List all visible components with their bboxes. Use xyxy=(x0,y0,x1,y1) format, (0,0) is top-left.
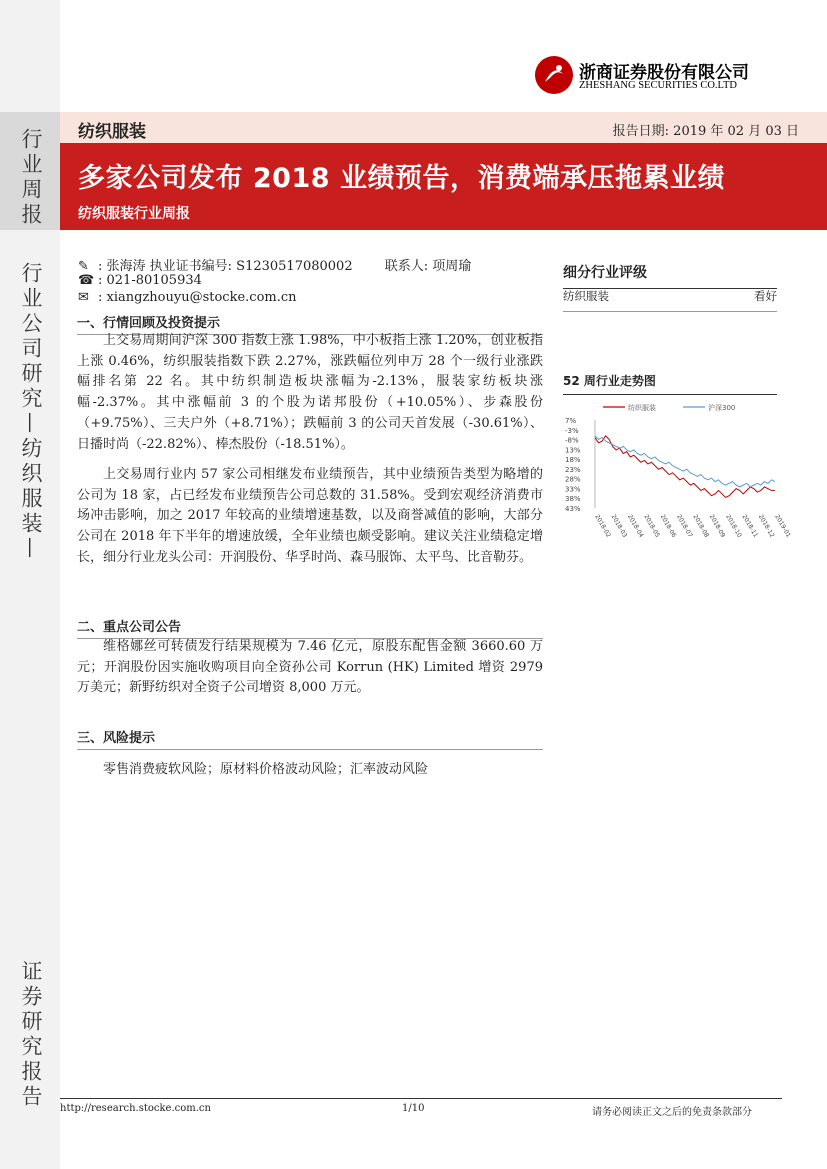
pen-icon: ✎ xyxy=(78,259,89,274)
report-title: 多家公司发布 2018 业绩预告，消费端承压拖累业绩 xyxy=(78,163,725,194)
logo-icon xyxy=(535,56,573,94)
email-address[interactable]: : xiangzhouyu@stocke.com.cn xyxy=(98,290,297,305)
x-tick-label: 2018-06 xyxy=(658,513,678,539)
y-tick-label: 43% xyxy=(565,505,581,513)
y-tick-label: -8% xyxy=(565,436,579,445)
report-date: 报告日期: 2019 年 02 月 03 日 xyxy=(612,124,799,139)
x-tick-label: 2018-07 xyxy=(675,513,694,539)
section-2-paragraph: 维格娜丝可转债发行结果规模为 7.46 亿元，原股东配售金额 3660.60 万元；开润股份因实施收购项目向全资孙公司 Korrun (HK) Limited 增资 2979 万美元；新野纺织对全资子公司增资 8,000 万元。 xyxy=(77,639,543,696)
company-logo xyxy=(535,56,775,96)
phone-icon: ☎ xyxy=(78,273,95,288)
section-1-paragraph-2: 上交易周行业内 57 家公司相继发布业绩预告，其中业绩预告类型为略增的公司为 18 家，占已经发布业绩预告公司总数的 31.58%。受到宏观经济消费市场冲击影响，加之 2017 年较高的业绩增速基数，以及商誉减值的影响，大部分公司在 2018 年下半年的增速放缓，全年业绩也颇受影响。建议关注业绩稳定增长，细分行业龙头公司：开润股份、华孚时尚、森马服饰、太平鸟、比音勒芬。 xyxy=(77,467,543,565)
y-tick-label: 23% xyxy=(565,465,581,474)
footer-url[interactable]: http://research.stocke.com.cn xyxy=(60,1103,211,1114)
footer-divider xyxy=(60,1098,782,1099)
x-tick-label: 2018-04 xyxy=(625,513,645,539)
sidebar-report-category: 行业公司研究—纺织服装— xyxy=(19,262,43,562)
chart-title: 52 周行业走势图 xyxy=(563,372,777,395)
phone-line xyxy=(78,273,202,288)
y-tick-label: 33% xyxy=(565,485,581,494)
left-sidebar xyxy=(0,0,60,1169)
sidebar-report-type: 行业周报 xyxy=(19,128,43,228)
y-tick-label: 7% xyxy=(565,417,577,425)
legend-label-0: 纺织服装 xyxy=(628,404,656,412)
series-line-0 xyxy=(595,436,775,498)
x-tick-label: 2018-08 xyxy=(691,513,711,539)
section-heading-3: 三、风险提示 xyxy=(77,727,543,750)
contact-person: 联系人: 项周瑜 xyxy=(384,259,472,274)
analyst-line xyxy=(78,255,471,274)
company-name-cn: 浙商证券股份有限公司 xyxy=(579,63,749,83)
x-tick-label: 2018-10 xyxy=(724,513,743,539)
title-banner xyxy=(60,143,827,230)
x-tick-label: 2018-02 xyxy=(593,513,612,539)
mail-icon: ✉ xyxy=(78,290,89,305)
section-heading-2: 二、重点公司公告 xyxy=(77,616,543,639)
category-label: 纺织服装 xyxy=(78,122,146,142)
trend-chart xyxy=(563,400,792,550)
rating-row xyxy=(563,288,777,312)
x-tick-label: 2018-09 xyxy=(707,513,727,539)
rating-title: 细分行业评级 xyxy=(563,262,777,289)
sidebar-report-label: 证券研究报告 xyxy=(19,960,43,1110)
x-tick-label: 2018-03 xyxy=(609,513,629,539)
x-tick-label: 2018-05 xyxy=(642,513,661,539)
footer-disclaimer: 请务必阅读正文之后的免责条款部分 xyxy=(592,1107,752,1118)
report-subtitle: 纺织服装行业周报 xyxy=(78,206,190,222)
y-tick-label: 38% xyxy=(565,495,581,504)
email-line xyxy=(78,290,297,305)
x-tick-label: 2018-12 xyxy=(756,513,776,539)
rating-industry: 纺织服装 xyxy=(563,289,609,303)
company-name-en: ZHESHANG SECURITIES CO.LTD xyxy=(579,80,737,91)
section-3-paragraph: 零售消费疲软风险；原材料价格波动风险；汇率波动风险 xyxy=(103,762,429,777)
section-heading-1: 一、行情回顾及投资提示 xyxy=(77,312,543,335)
rating-value: 看好 xyxy=(754,289,777,303)
x-tick-label: 2018-11 xyxy=(740,513,760,539)
phone-number: : 021-80105934 xyxy=(98,273,202,288)
y-tick-label: 18% xyxy=(565,456,581,465)
section-1-paragraph-1: 上交易周期间沪深 300 指数上涨 1.98%，中小板指上涨 1.20%，创业板指上涨 0.46%，纺织服装指数下跌 2.27%，涨跌幅位列申万 28 个一级行业涨跌幅排名第 22 名。其中纺织制造板块涨幅为-2.13%，服装家纺板块涨幅-2.37%。其中涨幅前 3 的个股为诺邦股份（+10.05%）、步森股份（+9.75%）、三夫户外（+8.71%）；跌幅前 3 的公司天首发展（-30.61%）、日播时尚（-22.82%）、棒杰股份（-18.51%）。 xyxy=(77,333,543,452)
analyst-info: : 张海涛 执业证书编号: S1230517080002 xyxy=(98,259,353,274)
page-number: 1/10 xyxy=(402,1103,425,1114)
x-tick-label: 2019-01 xyxy=(773,513,792,539)
y-tick-label: 28% xyxy=(565,475,581,484)
y-tick-label: -3% xyxy=(565,426,579,435)
y-tick-label: 13% xyxy=(565,446,581,455)
category-bar xyxy=(60,112,827,143)
legend-label-1: 沪深300 xyxy=(708,404,736,412)
